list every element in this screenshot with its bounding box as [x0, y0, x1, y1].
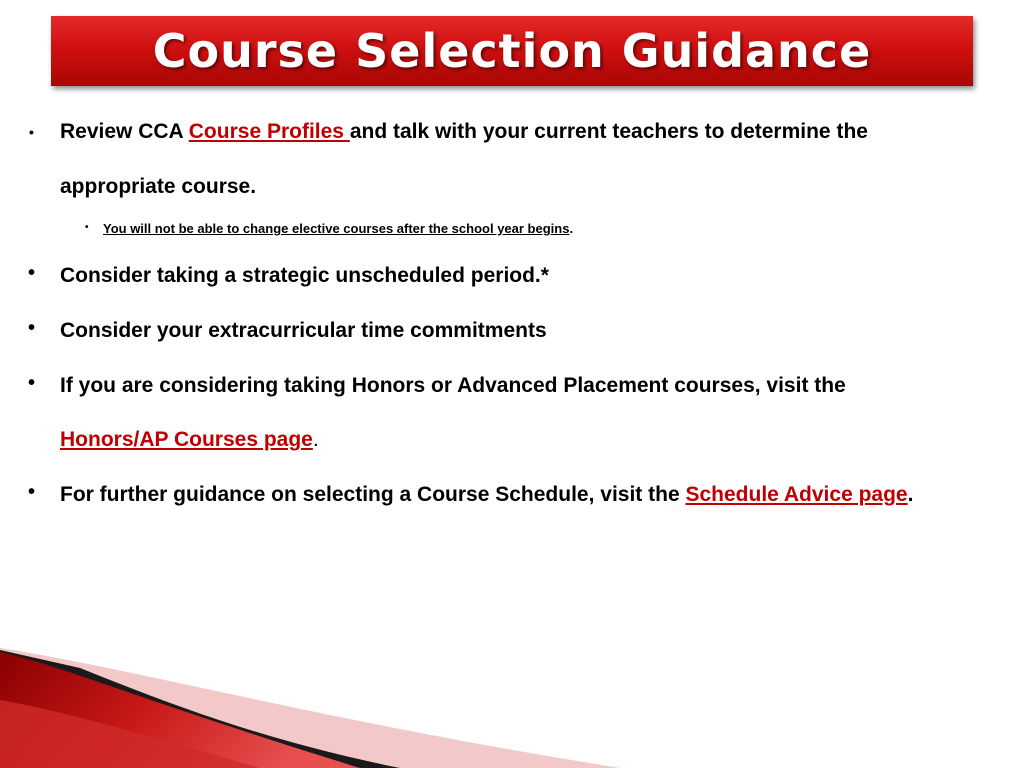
- bullet-honors-ap: If you are considering taking Honors or Advanced Placement courses, visit the: [60, 374, 846, 397]
- page-title: Course Selection Guidance: [152, 24, 872, 78]
- honors-ap-courses-link[interactable]: Honors/AP Courses page: [60, 428, 313, 451]
- bullet-marker: •: [29, 124, 34, 140]
- schedule-advice-link[interactable]: Schedule Advice page: [685, 483, 908, 506]
- bullet-honors-ap-cont: Honors/AP Courses page.: [60, 428, 319, 451]
- bullet-extracurricular: Consider your extracurricular time commitments: [60, 319, 547, 342]
- bullet-unscheduled-period: Consider taking a strategic unscheduled period.*: [60, 264, 549, 287]
- bullet-review-profiles-cont: appropriate course.: [60, 175, 257, 198]
- course-profiles-link[interactable]: Course Profiles: [188, 120, 350, 143]
- bullet-marker: •: [28, 372, 36, 394]
- bullet-marker: •: [28, 317, 36, 339]
- bullet-review-profiles: Review CCA Course Profiles and talk with your current teachers to determine the: [60, 120, 868, 143]
- bullet-schedule-advice: For further guidance on selecting a Course Schedule, visit the Schedule Advice page.: [60, 483, 914, 506]
- sub-bullet-marker: •: [85, 222, 89, 233]
- sub-bullet-elective-note: You will not be able to change elective courses after the school year begins.: [103, 221, 574, 236]
- bullet-marker: •: [28, 262, 36, 284]
- bullet-marker: •: [28, 481, 36, 503]
